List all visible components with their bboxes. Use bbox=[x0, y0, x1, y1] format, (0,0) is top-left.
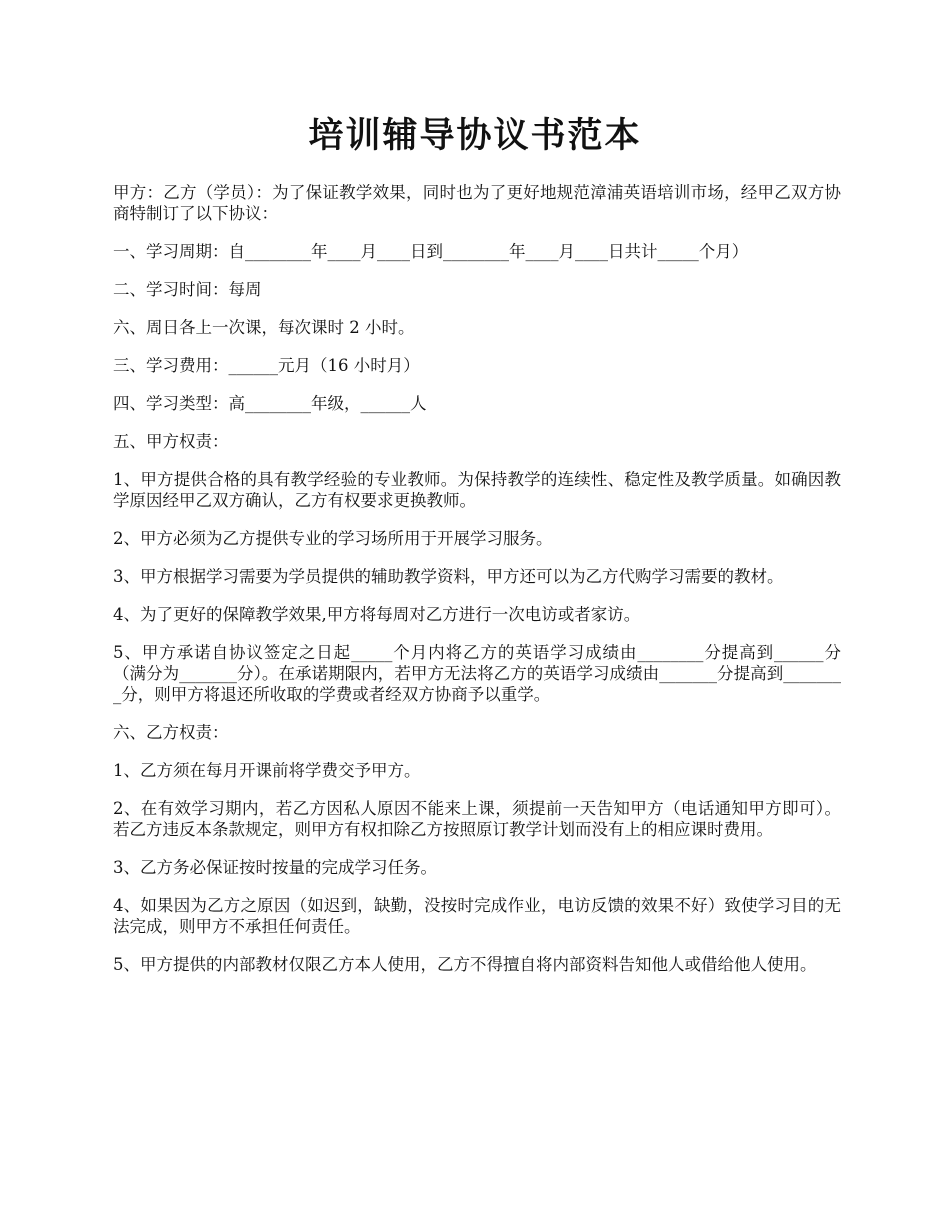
party-b-clause-2: 2、在有效学习期内，若乙方因私人原因不能来上课，须提前一天告知甲方（电话通知甲方即可）。若乙方违反本条款规定，则甲方有权扣除乙方按照原订教学计划而没有上的相应课时费用。 bbox=[113, 799, 841, 839]
party-a-clause-2: 2、甲方必须为乙方提供专业的学习场所用于开展学习服务。 bbox=[113, 529, 553, 548]
document-title: 培训辅导协议书范本 bbox=[308, 115, 642, 156]
party-b-clause-1: 1、乙方须在每月开课前将学费交予甲方。 bbox=[113, 761, 421, 780]
section-heading-party-a: 五、甲方权责： bbox=[113, 432, 229, 451]
paragraph-class-schedule: 六、周日各上一次课，每次课时 2 小时。 bbox=[113, 318, 415, 337]
party-b-clause-4: 4、如果因为乙方之原因（如迟到，缺勤，没按时完成作业，电访反馈的效果不好）致使学习目的无法完成，则甲方不承担任何责任。 bbox=[113, 896, 841, 936]
section-heading-party-b: 六、乙方权责： bbox=[113, 723, 229, 742]
document-body bbox=[113, 182, 841, 992]
paragraph-study-time: 二、学习时间：每周 bbox=[113, 280, 262, 299]
party-a-clause-5: 5、甲方承诺自协议签定之日起_____个月内将乙方的英语学习成绩由________分提高到______分（满分为_______分）。在承诺期限内，若甲方无法将乙方的英语学习成绩由_______分提高到________分，则甲方将退还所收取的学费或者经双方协商予以重学。 bbox=[113, 643, 841, 704]
paragraph-study-type: 四、学习类型：高________年级，______人 bbox=[113, 394, 427, 413]
party-b-clause-3: 3、乙方务必保证按时按量的完成学习任务。 bbox=[113, 858, 437, 877]
paragraph-intro: 甲方：乙方（学员）：为了保证教学效果，同时也为了更好地规范漳浦英语培训市场，经甲乙双方协商特制订了以下协议： bbox=[113, 183, 841, 223]
party-a-clause-4: 4、为了更好的保障教学效果,甲方将每周对乙方进行一次电访或者家访。 bbox=[113, 605, 641, 624]
party-a-clause-3: 3、甲方根据学习需要为学员提供的辅助教学资料，甲方还可以为乙方代购学习需要的教材。 bbox=[113, 567, 784, 586]
party-b-clause-5: 5、甲方提供的内部教材仅限乙方本人使用，乙方不得擅自将内部资料告知他人或借给他人使用。 bbox=[113, 955, 817, 974]
paragraph-study-period: 一、学习周期：自________年____月____日到________年____月____日共计_____个月） bbox=[113, 242, 749, 261]
paragraph-study-fee: 三、学习费用：______元月（16 小时月） bbox=[113, 356, 420, 375]
party-a-clause-1: 1、甲方提供合格的具有教学经验的专业教师。为保持教学的连续性、稳定性及教学质量。如确因教学原因经甲乙双方确认，乙方有权要求更换教师。 bbox=[113, 470, 841, 510]
